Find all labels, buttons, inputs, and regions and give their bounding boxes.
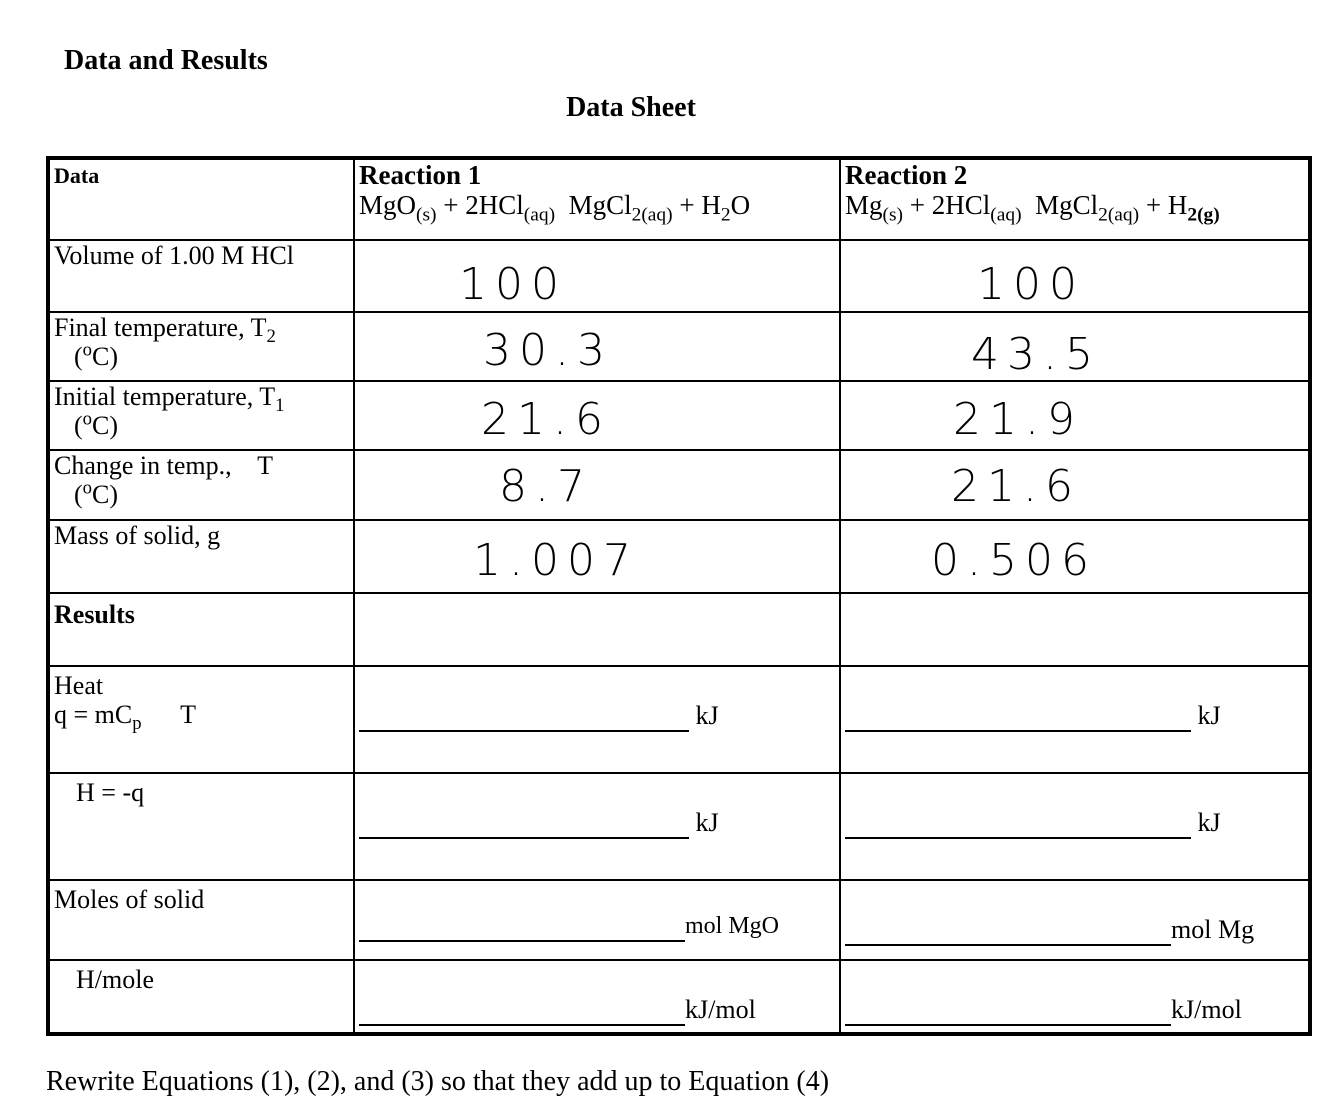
mass-r2-value: 0.506 (931, 535, 1097, 586)
table-row-heat (48, 666, 1310, 773)
dh-r2-answer-cell[interactable] (840, 773, 1310, 880)
sheet-title: Data Sheet (566, 92, 696, 123)
moles-r1-answer-cell[interactable] (354, 880, 840, 960)
header-reaction1-cell (354, 158, 840, 240)
dh-r1-blank[interactable]: kJ (359, 808, 719, 839)
reaction1-value-cell (354, 240, 840, 312)
moles-label: Moles of solid (54, 885, 205, 914)
reaction1-value-cell (354, 312, 840, 381)
data-table (46, 156, 1312, 1036)
heat-r2-answer-cell[interactable] (840, 666, 1310, 773)
dh-r1-answer-cell[interactable] (354, 773, 840, 880)
reaction2-value-cell (840, 381, 1310, 450)
row-label: Heat $q = mC_p$ T (48, 666, 354, 773)
initial-temp-r1-value: 21.6 (481, 394, 611, 445)
initial-temp-r2-value: 21.9 (953, 394, 1083, 445)
header-data-cell (48, 158, 354, 240)
table-row-dh (48, 773, 1310, 880)
row-label: Change in temp., T ($^o$C) (48, 450, 354, 520)
dh-mole-r2-answer-cell[interactable] (840, 960, 1310, 1034)
reaction1-equation: MgO$_{(s)}$ + 2HCl$_{(aq)}$ MgCl$_{2(aq)}$ + $H_2O$ (359, 190, 751, 226)
table-row-initial-temp (48, 381, 1310, 450)
table-row-volume (48, 240, 1310, 312)
empty-cell (840, 593, 1310, 666)
header-data-label: Data (54, 163, 100, 188)
final-temp-r1-value: 30.3 (483, 325, 613, 376)
volume-label: Volume of 1.00 M HCl (54, 241, 295, 270)
reaction1-value-cell (354, 520, 840, 593)
table-row-dh-mole (48, 960, 1310, 1034)
moles-r1-blank[interactable]: mol MgO (359, 913, 779, 942)
header-reaction2-cell (840, 158, 1310, 240)
heat-r1-answer-cell[interactable] (354, 666, 840, 773)
volume-r1-value: 100 (459, 259, 567, 310)
table-row-moles (48, 880, 1310, 960)
heat-r1-blank[interactable]: kJ (359, 701, 719, 732)
reaction1-value-cell (354, 381, 840, 450)
moles-r2-answer-cell[interactable] (840, 880, 1310, 960)
reaction1-value-cell (354, 450, 840, 520)
reaction2-value-cell (840, 520, 1310, 593)
results-title: Results (54, 600, 135, 629)
table-row-mass (48, 520, 1310, 593)
dh-mole-label: H/mole (76, 965, 154, 994)
volume-r2-value: 100 (977, 259, 1085, 310)
change-temp-r2-value: 21.6 (951, 461, 1081, 512)
row-label: Initial temperature, $T_1$ ($^o$C) (48, 381, 354, 450)
table-row-final-temp (48, 312, 1310, 381)
reaction2-value-cell (840, 240, 1310, 312)
table-row-results (48, 593, 1310, 666)
dh-mole-r2-blank[interactable]: kJ/mol (845, 995, 1242, 1026)
reaction2-value-cell (840, 450, 1310, 520)
results-title-cell (48, 593, 354, 666)
dh-mole-r1-answer-cell[interactable] (354, 960, 840, 1034)
row-label (48, 960, 354, 1034)
footer-instruction: Rewrite Equations (1), (2), and (3) so that they add up to Equation (4) (46, 1066, 830, 1097)
mass-r1-value: 1.007 (473, 535, 639, 586)
row-label (48, 240, 354, 312)
reaction2-value-cell (840, 312, 1310, 381)
reaction2-equation: $Mg_{(s)} + 2HCl_{(aq)}$ MgCl$_{2(aq)}$ + $H_{2(g)}$ (845, 190, 1220, 226)
dh-mole-r1-blank[interactable]: kJ/mol (359, 995, 756, 1026)
final-temp-r2-value: 43.5 (971, 329, 1101, 380)
row-label (48, 520, 354, 593)
row-label (48, 880, 354, 960)
mass-label: Mass of solid, g (54, 521, 221, 550)
change-temp-r1-value: 8.7 (499, 461, 593, 512)
heat-r2-blank[interactable]: kJ (845, 701, 1221, 732)
empty-cell (354, 593, 840, 666)
reaction2-title: Reaction 2 (845, 160, 968, 190)
row-label (48, 773, 354, 880)
dh-label: H = -q (76, 778, 145, 807)
dh-r2-blank[interactable]: kJ (845, 808, 1221, 839)
row-label: Final temperature, $T_2$ ($^o$C) (48, 312, 354, 381)
table-row-change-temp (48, 450, 1310, 520)
section-title: Data and Results (64, 45, 268, 76)
header-row (48, 158, 1310, 240)
moles-r2-blank[interactable]: mol Mg (845, 915, 1254, 946)
reaction1-title: Reaction 1 (359, 160, 482, 190)
